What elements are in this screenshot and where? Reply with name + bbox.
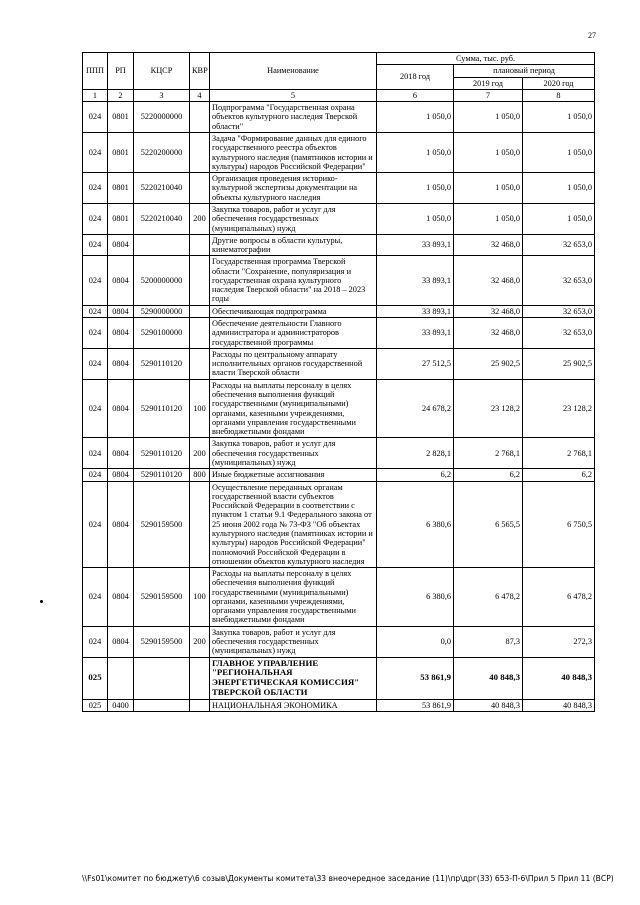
- header-kvr: КВР: [190, 53, 210, 90]
- cell-ppp: 024: [83, 102, 108, 133]
- cell-ppp: 024: [83, 234, 108, 256]
- table-row: [83, 256, 595, 305]
- cell-ppp: 024: [83, 173, 108, 204]
- cell-2018: 1 050,0: [377, 203, 454, 234]
- cell-rp: 0804: [108, 568, 134, 627]
- cell-kvr: [190, 102, 210, 133]
- cell-kvr: [190, 234, 210, 256]
- cell-2020: 32 653,0: [523, 318, 595, 349]
- cell-2018: 1 050,0: [377, 132, 454, 172]
- col-number: 3: [134, 89, 190, 101]
- cell-2019: 2 768,1: [454, 438, 523, 469]
- cell-rp: 0801: [108, 173, 134, 204]
- cell-ppp: 024: [83, 481, 108, 568]
- cell-2018: 33 893,1: [377, 318, 454, 349]
- cell-2019: 32 468,0: [454, 256, 523, 305]
- table-row: [83, 318, 595, 349]
- cell-name: Задача "Формирование данных для единого государственного реестра объектов культурного наследия (памятников истории и культуры) народов Российской Федерации": [210, 132, 377, 172]
- cell-2020: 32 653,0: [523, 256, 595, 305]
- cell-rp: 0804: [108, 348, 134, 379]
- table-row: [83, 305, 595, 317]
- table-row: [83, 203, 595, 234]
- cell-2019: 1 050,0: [454, 102, 523, 133]
- cell-ppp: 024: [83, 379, 108, 438]
- cell-name: Закупка товаров, работ и услуг для обеспечения государственных (муниципальных) нужд: [210, 438, 377, 469]
- cell-2018: 33 893,1: [377, 256, 454, 305]
- header-rp: РП: [108, 53, 134, 90]
- cell-name: Организация проведения историко-культурной экспертизы документации на объекты культурного наследия: [210, 173, 377, 204]
- table-row: [83, 699, 595, 711]
- cell-kcsr: 5290159500: [134, 626, 190, 657]
- cell-kvr: [190, 305, 210, 317]
- header-ppp: ППП: [83, 53, 108, 90]
- cell-kvr: [190, 657, 210, 699]
- cell-ppp: 024: [83, 132, 108, 172]
- cell-rp: 0400: [108, 699, 134, 711]
- cell-ppp: 024: [83, 318, 108, 349]
- cell-kvr: [190, 132, 210, 172]
- cell-2019: 25 902,5: [454, 348, 523, 379]
- cell-rp: 0804: [108, 438, 134, 469]
- cell-2020: 25 902,5: [523, 348, 595, 379]
- cell-kcsr: [134, 234, 190, 256]
- cell-2018: 33 893,1: [377, 305, 454, 317]
- cell-kvr: 100: [190, 379, 210, 438]
- cell-ppp: 024: [83, 305, 108, 317]
- cell-2019: 6 565,5: [454, 481, 523, 568]
- cell-2019: 6,2: [454, 469, 523, 481]
- cell-kcsr: 5290100000: [134, 318, 190, 349]
- cell-kvr: 800: [190, 469, 210, 481]
- col-number: 4: [190, 89, 210, 101]
- cell-kcsr: 5290159500: [134, 481, 190, 568]
- cell-kcsr: [134, 657, 190, 699]
- cell-2018: 2 828,1: [377, 438, 454, 469]
- cell-name: Обеспечение деятельности Главного администратора и администраторов государственной программы: [210, 318, 377, 349]
- cell-2020: 23 128,2: [523, 379, 595, 438]
- table-row: [83, 379, 595, 438]
- cell-kcsr: 5200000000: [134, 256, 190, 305]
- cell-kvr: [190, 173, 210, 204]
- cell-2018: 24 678,2: [377, 379, 454, 438]
- cell-name: Расходы на выплаты персоналу в целях обеспечения выполнения функций государственными (муниципальными) органами, казенными учреждениями, органами управления государственными внебюджетными фондами: [210, 568, 377, 627]
- cell-ppp: 024: [83, 469, 108, 481]
- table-body: [83, 102, 595, 712]
- table-row: [83, 234, 595, 256]
- cell-2020: 2 768,1: [523, 438, 595, 469]
- cell-kvr: [190, 481, 210, 568]
- cell-2020: 1 050,0: [523, 203, 595, 234]
- cell-2019: 23 128,2: [454, 379, 523, 438]
- header-2019: 2019 год: [454, 77, 523, 89]
- table-row: [83, 102, 595, 133]
- cell-2020: 1 050,0: [523, 132, 595, 172]
- col-number: 2: [108, 89, 134, 101]
- table-row: [83, 469, 595, 481]
- cell-kvr: 200: [190, 438, 210, 469]
- cell-2020: 40 848,3: [523, 699, 595, 711]
- cell-name: Закупка товаров, работ и услуг для обеспечения государственных (муниципальных) нужд: [210, 203, 377, 234]
- table-row: [83, 657, 595, 699]
- cell-name: Расходы по центральному аппарату исполнительных органов государственной власти Тверской области: [210, 348, 377, 379]
- table-row: [83, 173, 595, 204]
- header-2020: 2020 год: [523, 77, 595, 89]
- cell-2020: 272,3: [523, 626, 595, 657]
- cell-kvr: [190, 318, 210, 349]
- header-name: Наименование: [210, 53, 377, 90]
- cell-ppp: 024: [83, 568, 108, 627]
- cell-2018: 1 050,0: [377, 173, 454, 204]
- cell-kcsr: 5290110120: [134, 379, 190, 438]
- cell-2019: 32 468,0: [454, 318, 523, 349]
- cell-2019: 40 848,3: [454, 657, 523, 699]
- cell-rp: 0804: [108, 481, 134, 568]
- cell-rp: 0801: [108, 132, 134, 172]
- cell-name: ГЛАВНОЕ УПРАВЛЕНИЕ "РЕГИОНАЛЬНАЯ ЭНЕРГЕТИЧЕСКАЯ КОМИССИЯ" ТВЕРСКОЙ ОБЛАСТИ: [210, 657, 377, 699]
- cell-2020: 6,2: [523, 469, 595, 481]
- table-row: [83, 626, 595, 657]
- cell-rp: [108, 657, 134, 699]
- cell-rp: 0804: [108, 379, 134, 438]
- cell-name: Государственная программа Тверской области "Сохранение, популяризация и государственная охрана культурного наследия Тверской области" на 2018 – 2023 годы: [210, 256, 377, 305]
- cell-2018: 6 380,6: [377, 568, 454, 627]
- cell-kvr: [190, 348, 210, 379]
- cell-kcsr: 5290000000: [134, 305, 190, 317]
- cell-ppp: 024: [83, 348, 108, 379]
- cell-2019: 1 050,0: [454, 173, 523, 204]
- cell-2018: 0,0: [377, 626, 454, 657]
- cell-kvr: 200: [190, 203, 210, 234]
- table-row: [83, 348, 595, 379]
- header-sum: Сумма, тыс. руб.: [377, 53, 595, 65]
- cell-ppp: 024: [83, 256, 108, 305]
- cell-rp: 0804: [108, 318, 134, 349]
- budget-table: [82, 52, 595, 712]
- cell-ppp: 024: [83, 203, 108, 234]
- cell-2020: 40 848,3: [523, 657, 595, 699]
- table-row: [83, 438, 595, 469]
- cell-kvr: [190, 256, 210, 305]
- cell-rp: 0801: [108, 203, 134, 234]
- cell-2018: 6 380,6: [377, 481, 454, 568]
- header-plan-period: плановый период: [454, 65, 595, 77]
- table-row: [83, 132, 595, 172]
- cell-kcsr: 5220210040: [134, 203, 190, 234]
- cell-kvr: 200: [190, 626, 210, 657]
- cell-2020: 32 653,0: [523, 305, 595, 317]
- cell-2018: 6,2: [377, 469, 454, 481]
- cell-name: Обеспечивающая подпрограмма: [210, 305, 377, 317]
- cell-kcsr: 5290110120: [134, 469, 190, 481]
- cell-2019: 87,3: [454, 626, 523, 657]
- cell-2019: 40 848,3: [454, 699, 523, 711]
- cell-rp: 0804: [108, 234, 134, 256]
- cell-kvr: [190, 699, 210, 711]
- cell-rp: 0804: [108, 256, 134, 305]
- cell-kcsr: 5290110120: [134, 348, 190, 379]
- cell-2020: 32 653,0: [523, 234, 595, 256]
- cell-2020: 1 050,0: [523, 102, 595, 133]
- cell-name: Иные бюджетные ассигнования: [210, 469, 377, 481]
- cell-2019: 6 478,2: [454, 568, 523, 627]
- cell-ppp: 025: [83, 657, 108, 699]
- cell-2019: 32 468,0: [454, 305, 523, 317]
- col-number: 6: [377, 89, 454, 101]
- cell-rp: 0804: [108, 626, 134, 657]
- cell-kcsr: 5290110120: [134, 438, 190, 469]
- cell-kcsr: 5220000000: [134, 102, 190, 133]
- cell-2018: 33 893,1: [377, 234, 454, 256]
- cell-name: Расходы на выплаты персоналу в целях обеспечения выполнения функций государственными (муниципальными) органами, казенными учреждениями, органами управления государственными внебюджетными фондами: [210, 379, 377, 438]
- cell-ppp: 025: [83, 699, 108, 711]
- cell-2019: 1 050,0: [454, 132, 523, 172]
- cell-kcsr: 5220210040: [134, 173, 190, 204]
- cell-2019: 32 468,0: [454, 234, 523, 256]
- cell-2018: 1 050,0: [377, 102, 454, 133]
- page-number: 27: [588, 31, 596, 40]
- cell-rp: 0801: [108, 102, 134, 133]
- scan-dot: [40, 600, 43, 603]
- cell-name: Закупка товаров, работ и услуг для обеспечения государственных (муниципальных) нужд: [210, 626, 377, 657]
- cell-2018: 53 861,9: [377, 657, 454, 699]
- cell-ppp: 024: [83, 438, 108, 469]
- col-number: 1: [83, 89, 108, 101]
- file-path-footer: \\Fs01\комитет по бюджету\6 созыв\Документы комитета\33 внеочередное заседание (11)\пр\дрг(33) 653-П-6\Прил 5 Прил 11 (ВСР): [82, 874, 614, 883]
- col-number: 7: [454, 89, 523, 101]
- col-number: 5: [210, 89, 377, 101]
- cell-rp: 0804: [108, 469, 134, 481]
- cell-name: Подпрограмма "Государственная охрана объектов культурного наследия Тверской области": [210, 102, 377, 133]
- table-row: [83, 568, 595, 627]
- cell-kcsr: 5290159500: [134, 568, 190, 627]
- cell-2018: 27 512,5: [377, 348, 454, 379]
- cell-kcsr: [134, 699, 190, 711]
- cell-kcsr: 5220200000: [134, 132, 190, 172]
- cell-2020: 6 478,2: [523, 568, 595, 627]
- cell-ppp: 024: [83, 626, 108, 657]
- header-2018: 2018 год: [377, 65, 454, 90]
- cell-name: Другие вопросы в области культуры, кинематографии: [210, 234, 377, 256]
- col-number: 8: [523, 89, 595, 101]
- cell-2020: 6 750,5: [523, 481, 595, 568]
- cell-name: НАЦИОНАЛЬНАЯ ЭКОНОМИКА: [210, 699, 377, 711]
- cell-kvr: 100: [190, 568, 210, 627]
- header-kcsr: КЦСР: [134, 53, 190, 90]
- cell-2020: 1 050,0: [523, 173, 595, 204]
- cell-2018: 53 861,9: [377, 699, 454, 711]
- table-row: [83, 481, 595, 568]
- cell-2019: 1 050,0: [454, 203, 523, 234]
- cell-rp: 0804: [108, 305, 134, 317]
- cell-name: Осуществление переданных органам государственной власти субъектов Российской Федерации в соответствии с пунктом 1 статьи 9.1 Федерального закона от 25 июня 2002 года № 73-ФЗ "Об объектах культурного наследия (памятниках истории и культуры) народов Российской Федерации" полномочий Российской Федерации в отношении объектов культурного наследия: [210, 481, 377, 568]
